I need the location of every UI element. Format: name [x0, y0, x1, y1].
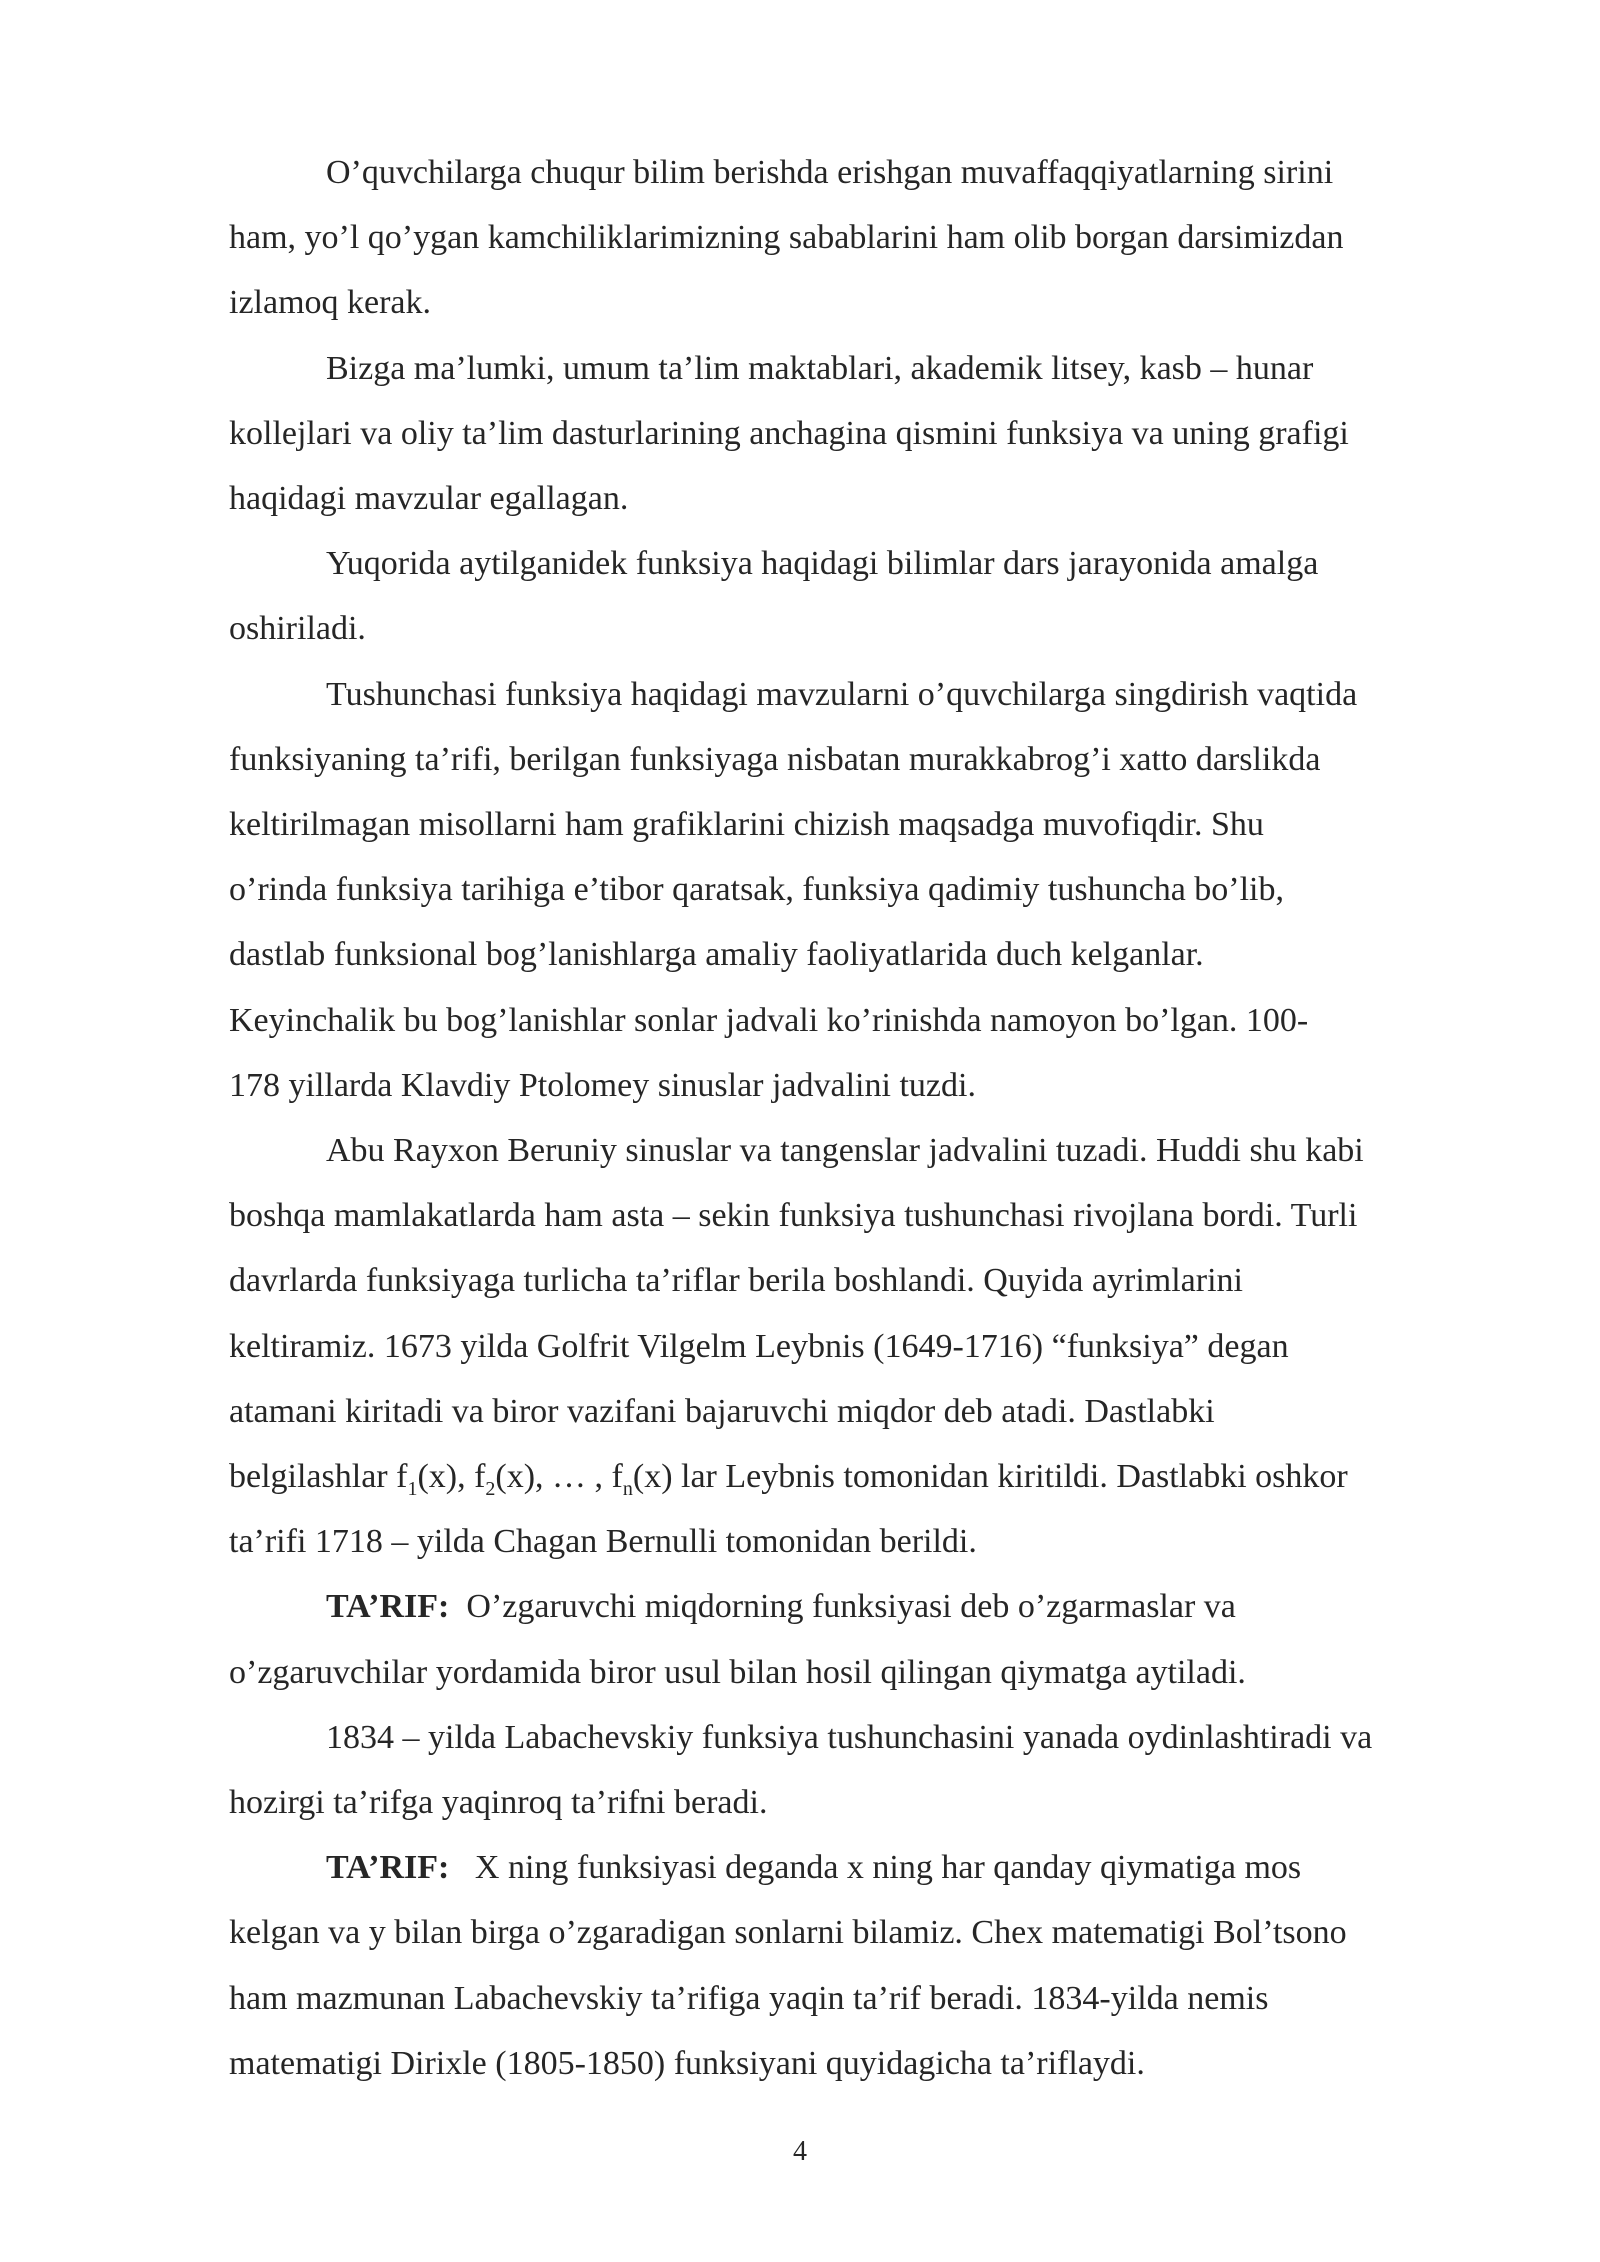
text-line: ta’rifi 1718 – yilda Chagan Bernulli tomonidan berildi. [229, 1523, 977, 1561]
text-line: davrlarda funksiyaga turlicha ta’riflar berila boshlandi. Quyida ayrimlarini [229, 1262, 1243, 1300]
subscript: 2 [485, 1477, 496, 1500]
text-line: oshiriladi. [229, 610, 366, 648]
text-line: o’rinda funksiya tarihiga e’tibor qaratsak, funksiya qadimiy tushuncha bo’lib, [229, 871, 1284, 909]
paragraph-3 [229, 531, 1491, 661]
formula-text: (x), f [417, 1458, 486, 1496]
definition-2 [229, 1835, 1491, 2096]
text-line: Keyinchalik bu bog’lanishlar sonlar jadvali ko’rinishda namoyon bo’lgan. 100- [229, 1001, 1309, 1039]
text-line: keltirilmagan misollarni ham grafiklarini chizish maqsadga muvofiqdir. Shu [229, 806, 1264, 844]
text-line: keltiramiz. 1673 yilda Golfrit Vilgelm Leybnis (1649-1716) “funksiya” degan [229, 1327, 1289, 1365]
definition-1 [229, 1574, 1491, 1704]
text-line: Tushunchasi funksiya haqidagi mavzularni o’quvchilarga singdirish vaqtida [326, 675, 1358, 713]
formula-line [229, 1458, 1348, 1500]
text-line: boshqa mamlakatlarda ham asta – sekin funksiya tushunchasi rivojlana bordi. Turli [229, 1197, 1358, 1235]
text-line: matematigi Dirixle (1805-1850) funksiyani quyidagicha ta’riflaydi. [229, 2044, 1145, 2082]
paragraph-5 [229, 1118, 1491, 1574]
text-line: X ning funksiyasi deganda x ning har qanday qiymatiga mos [449, 1849, 1302, 1887]
text-line: 1834 – yilda Labachevskiy funksiya tushunchasini yanada oydinlashtiradi va [326, 1718, 1373, 1756]
text-line: Abu Rayxon Beruniy sinuslar va tangenslar jadvalini tuzadi. Huddi shu kabi [326, 1132, 1364, 1170]
definition-term: TA’RIF: [326, 1849, 450, 1887]
subscript: 1 [407, 1477, 418, 1500]
paragraph-7 [229, 1705, 1491, 1835]
text-line: 178 yillarda Klavdiy Ptolomey sinuslar jadvalini tuzdi. [229, 1066, 976, 1104]
definition-term: TA’RIF: [326, 1588, 450, 1626]
text-line: haqidagi mavzular egallagan. [229, 480, 629, 518]
text-line: O’zgaruvchi miqdorning funksiyasi deb o’zgarmaslar va [449, 1588, 1236, 1626]
paragraph-1 [229, 140, 1491, 336]
formula-text: (x) lar Leybnis tomonidan kiritildi. Dastlabki oshkor [632, 1458, 1348, 1496]
paragraph-2 [229, 336, 1491, 532]
text-line: o’zgaruvchilar yordamida biror usul bilan hosil qilingan qiymatga aytiladi. [229, 1653, 1246, 1691]
paragraph-4 [229, 662, 1491, 1118]
text-line: O’quvchilarga chuqur bilim berishda erishgan muvaffaqqiyatlarning sirini [326, 154, 1334, 191]
text-line: funksiyaning ta’rifi, berilgan funksiyaga nisbatan murakkabrog’i xatto darslikda [229, 740, 1321, 778]
text-line: atamani kiritadi va biror vazifani bajaruvchi miqdor deb atadi. Dastlabki [229, 1392, 1215, 1430]
text-line: ham, yo’l qo’ygan kamchiliklarimizning sabablarini ham olib borgan darsimizdan [229, 219, 1344, 257]
subscript: n [622, 1477, 633, 1500]
text-line: kelgan va y bilan birga o’zgaradigan sonlarni bilamiz. Chex matematigi Bol’tsono [229, 1914, 1347, 1952]
text-line: kollejlari va oliy ta’lim dasturlarining anchagina qismini funksiya va uning grafigi [229, 414, 1349, 452]
formula-text: belgilashlar f [229, 1458, 408, 1496]
text-line: ham mazmunan Labachevskiy ta’rifiga yaqin ta’rif beradi. 1834-yilda nemis [229, 1979, 1269, 2017]
formula-text: (x), … , f [495, 1458, 623, 1496]
text-line: Yuqorida aytilganidek funksiya haqidagi bilimlar dars jarayonida amalga [326, 545, 1319, 583]
text-line: hozirgi ta’rifga yaqinroq ta’rifni beradi. [229, 1784, 768, 1822]
document-body [229, 140, 1491, 2096]
text-line: Bizga ma’lumki, umum ta’lim maktablari, akademik litsey, kasb – hunar [326, 349, 1314, 387]
page-number: 4 [793, 2136, 807, 2167]
text-line: dastlab funksional bog’lanishlarga amaliy faoliyatlarida duch kelganlar. [229, 936, 1204, 974]
text-line: izlamoq kerak. [229, 284, 432, 322]
